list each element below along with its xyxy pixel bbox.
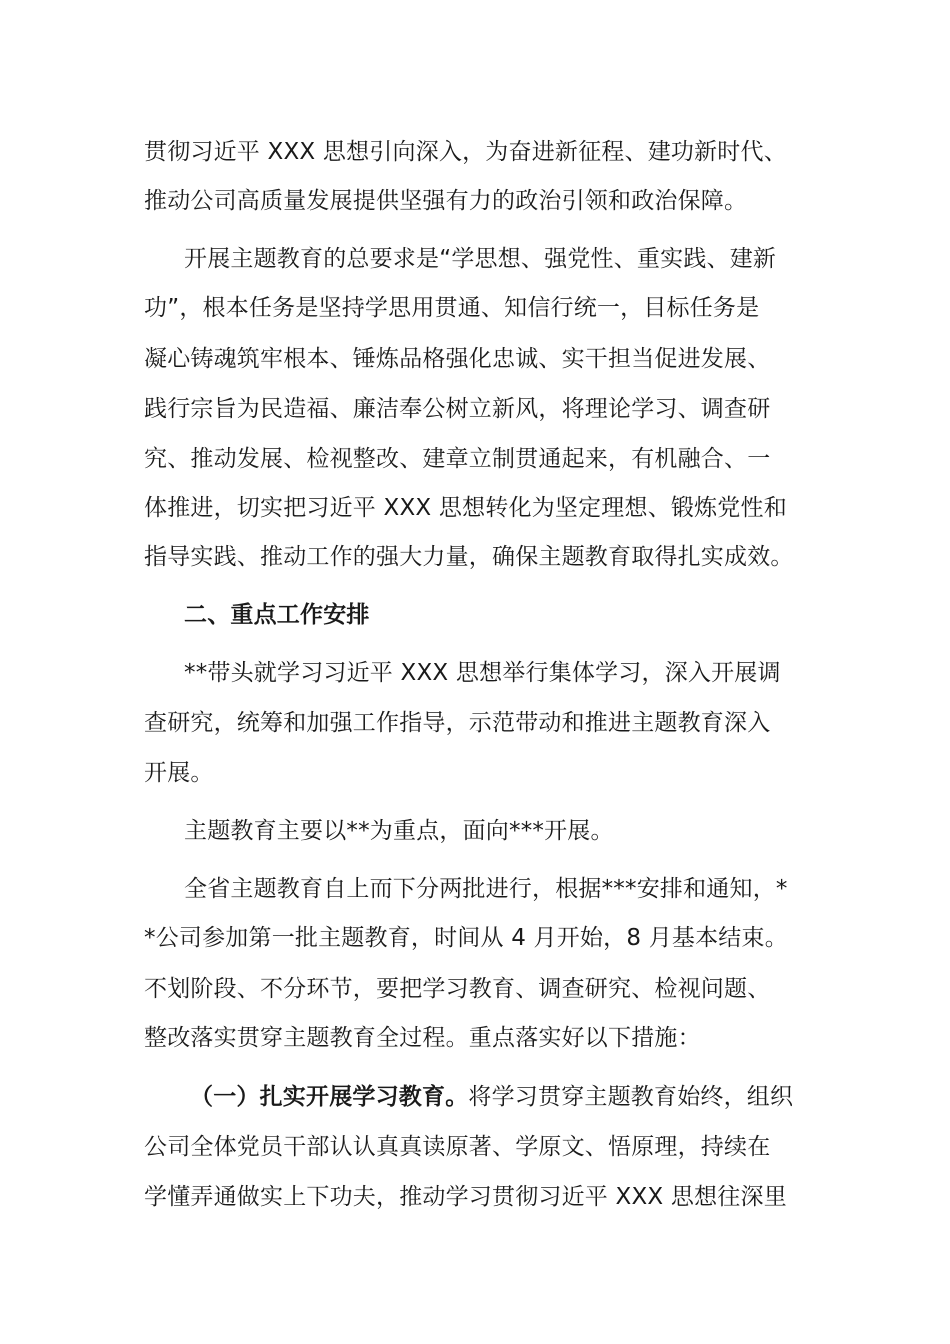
- subsection-line: [190, 1081, 793, 1113]
- subsection-text: 将学习贯穿主题教育始终，组织: [468, 1084, 794, 1110]
- text-line: 推动公司高质量发展提供坚强有力的政治引领和政治保障。: [144, 188, 748, 214]
- text-line: 指导实践、推动工作的强大力量，确保主题教育取得扎实成效。: [144, 544, 794, 570]
- subsection-heading: （一）扎实开展学习教育。: [190, 1084, 469, 1110]
- text-line: 凝心铸魂筑牢根本、锤炼品格强化忠诚、实干担当促进发展、: [144, 346, 771, 372]
- text-line: 开展。: [144, 760, 214, 786]
- text-line: 查研究，统筹和加强工作指导，示范带动和推进主题教育深入: [144, 710, 771, 736]
- text-line: *公司参加第一批主题教育，时间从 4 月开始，8 月基本结束。: [144, 925, 788, 951]
- section-heading: 二、重点工作安排: [184, 602, 370, 628]
- text-line: 功”，根本任务是坚持学思用贯通、知信行统一，目标任务是: [144, 295, 760, 321]
- text-line: 整改落实贯穿主题教育全过程。重点落实好以下措施：: [144, 1025, 701, 1051]
- text-line: 学懂弄通做实上下功夫，推动学习贯彻习近平 XXX 思想往深里: [144, 1184, 787, 1210]
- text-line: 践行宗旨为民造福、廉洁奉公树立新风，将理论学习、调查研: [144, 396, 771, 422]
- text-line: 主题教育主要以**为重点，面向***开展。: [184, 818, 614, 844]
- text-line: **带头就学习习近平 XXX 思想举行集体学习，深入开展调: [184, 660, 781, 686]
- text-line: 不划阶段、不分环节，要把学习教育、调查研究、检视问题、: [144, 976, 771, 1002]
- text-line: 开展主题教育的总要求是“学思想、强党性、重实践、建新: [184, 246, 777, 272]
- text-line: 贯彻习近平 XXX 思想引向深入，为奋进新征程、建功新时代、: [144, 139, 787, 165]
- text-line: 体推进，切实把习近平 XXX 思想转化为坚定理想、锻炼党性和: [144, 495, 787, 521]
- text-line: 全省主题教育自上而下分两批进行，根据***安排和通知，*: [184, 876, 788, 902]
- text-line: 公司全体党员干部认认真真读原著、学原文、悟原理，持续在: [144, 1134, 771, 1160]
- text-line: 究、推动发展、检视整改、建章立制贯通起来，有机融合、一: [144, 446, 771, 472]
